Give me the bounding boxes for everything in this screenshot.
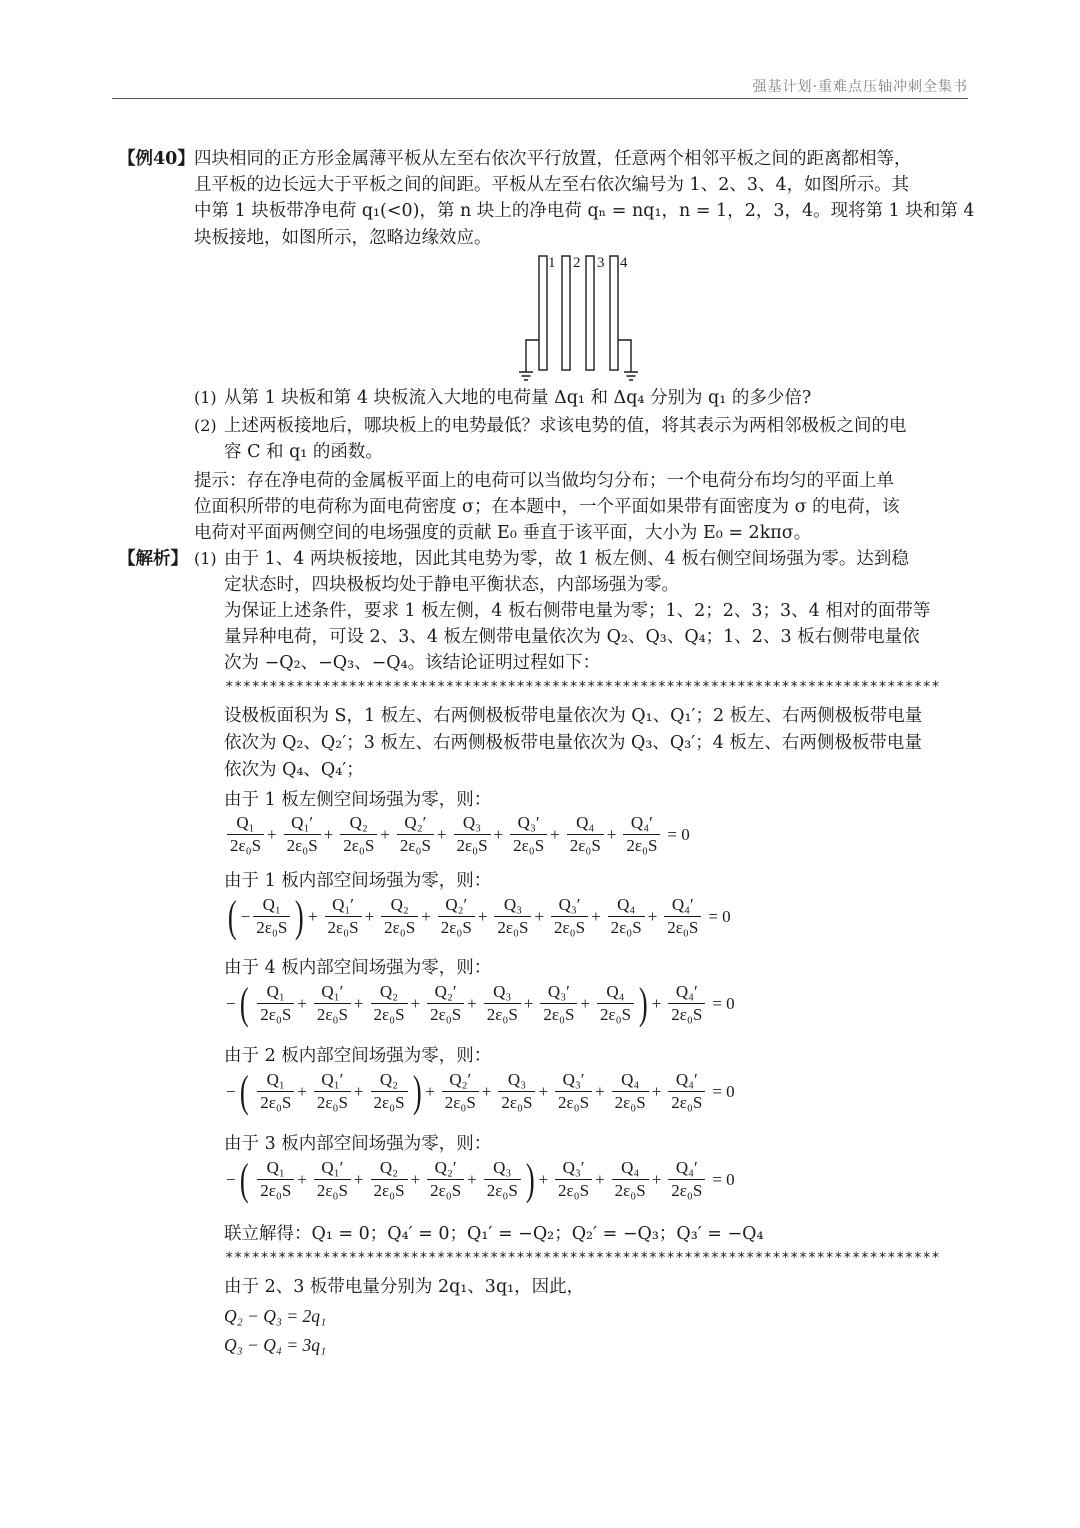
plates-figure: [512, 250, 652, 390]
condition-text: 由于 1 板内部空间场强为零，则：: [224, 871, 492, 891]
fraction: $\frac{\text{Q₂}}{\text{2ε₀S}}$: [340, 812, 377, 857]
question-2-line: 容 C 和 q₁ 的函数。: [224, 442, 383, 462]
solution-line: 设极板面积为 S，1 板左、右两侧极板带电量依次为 Q₁、Q₁′；2 板左、右两侧极板带电量: [224, 706, 923, 726]
fraction: $\frac{\text{Q₄′}}{\text{2ε₀S}}$: [668, 1069, 705, 1114]
fraction: $\frac{\text{Q₄}}{\text{2ε₀S}}$: [567, 812, 604, 857]
condition-text: 由于 3 板内部空间场强为零，则：: [224, 1134, 492, 1154]
equation-1: $\frac{\text{Q₁}}{\text{2ε₀S}}$ + $\frac{\text{Q₁′}}{\text{2ε₀S}}$ + $\frac{\text{Q₂}}{\text{2ε₀S}}$ + $\frac{\text{Q₂′}}{\text{2ε₀S}}$ + $\frac{\text{Q₃}}{\text{2ε₀S}}$ + $\frac{\text{Q₃′}}{\text{2ε₀S}}$ + $\frac{\text{Q₄}}{\text{2ε₀S}}$ + $\frac{\text{Q₄′}}{\text{2ε₀S}}$ = 0: [225, 812, 691, 857]
solution-line: 定状态时，四块极板均处于静电平衡状态，内部场强为零。: [224, 575, 679, 595]
fraction: $\frac{\text{Q₄}}{\text{2ε₀S}}$: [597, 981, 634, 1026]
problem-tag: 【例40】: [118, 149, 195, 169]
fraction: $\frac{\text{Q₄′}}{\text{2ε₀S}}$: [668, 981, 705, 1026]
fraction: $\frac{\text{Q₂′}}{\text{2ε₀S}}$: [397, 812, 434, 857]
star-divider: *********************************************************************************: [225, 1250, 941, 1266]
fraction: $\frac{\text{Q₃′}}{\text{2ε₀S}}$: [540, 981, 577, 1026]
fraction: $\frac{\text{Q₁}}{\text{2ε₀S}}$: [257, 981, 294, 1026]
fraction: $\frac{\text{Q₁}}{\text{2ε₀S}}$: [227, 812, 264, 857]
plate-3: [586, 256, 594, 370]
header-rule: [112, 98, 968, 99]
condition-text: 由于 4 板内部空间场强为零，则：: [224, 958, 492, 978]
fraction: $\frac{\text{Q₃′}}{\text{2ε₀S}}$: [555, 1069, 592, 1114]
plate-label-3: 3: [597, 255, 605, 271]
solution-line: 量异种电荷，可设 2、3、4 板左侧带电量依次为 Q₂、Q₃、Q₄；1、2、3 板右侧带电量依: [224, 627, 920, 647]
equation-a: Q₂ − Q₃ = 2q₁: [224, 1306, 327, 1326]
fraction: $\frac{\text{Q₁′}}{\text{2ε₀S}}$: [314, 981, 351, 1026]
fraction: $\frac{\text{Q₂}}{\text{2ε₀S}}$: [371, 1069, 408, 1114]
fraction: $\frac{\text{Q₁′}}{\text{2ε₀S}}$: [314, 1157, 351, 1202]
solution-line: 依次为 Q₄、Q₄′；: [224, 760, 364, 780]
fraction: $\frac{\text{Q₁}}{\text{2ε₀S}}$: [253, 894, 290, 939]
equation-4: −( $\frac{\text{Q₁}}{\text{2ε₀S}}$ + $\frac{\text{Q₁′}}{\text{2ε₀S}}$ + $\frac{\text{Q₂}}{\text{2ε₀S}}$ ) + $\frac{\text{Q₂′}}{\text{2ε₀S}}$ + $\frac{\text{Q₃}}{\text{2ε₀S}}$ + $\frac{\text{Q₃′}}{\text{2ε₀S}}$ + $\frac{\text{Q₄}}{\text{2ε₀S}}$ + $\frac{\text{Q₄′}}{\text{2ε₀S}}$ = 0: [226, 1066, 735, 1116]
hint-line: 电荷对平面两侧空间的电场强度的贡献 E₀ 垂直于该平面，大小为 E₀ = 2kπσ。: [194, 523, 812, 543]
fraction: $\frac{\text{Q₃}}{\text{2ε₀S}}$: [484, 1157, 521, 1202]
star-divider: *********************************************************************************: [225, 679, 941, 695]
plate-1: [539, 256, 547, 370]
problem-line: 四块相同的正方形金属薄平板从左至右依次平行放置，任意两个相邻平板之间的距离都相等，: [194, 149, 912, 169]
fraction: $\frac{\text{Q₁}}{\text{2ε₀S}}$: [257, 1069, 294, 1114]
fraction: $\frac{\text{Q₃′}}{\text{2ε₀S}}$: [551, 894, 588, 939]
fraction: $\frac{\text{Q₃}}{\text{2ε₀S}}$: [494, 894, 531, 939]
fraction: $\frac{\text{Q₃}}{\text{2ε₀S}}$: [484, 981, 521, 1026]
solution-line: 依次为 Q₂、Q₂′；3 板左、右两侧极板带电量依次为 Q₃、Q₃′；4 板左、右两侧极板带电量: [224, 733, 922, 753]
solution-line: 次为 −Q₂、−Q₃、−Q₄。该结论证明过程如下：: [224, 653, 601, 673]
plate-label-2: 2: [573, 255, 581, 271]
fraction: $\frac{\text{Q₄}}{\text{2ε₀S}}$: [612, 1069, 649, 1114]
hint-line: 提示：存在净电荷的金属板平面上的电荷可以当做均匀分布；一个电荷分布均匀的平面上单: [194, 471, 894, 491]
solution-line: 由于 1、4 两块板接地，因此其电势为零，故 1 板左侧、4 板右侧空间场强为零。达到稳: [224, 549, 909, 569]
fraction: $\frac{\text{Q₃}}{\text{2ε₀S}}$: [454, 812, 491, 857]
fraction: $\frac{\text{Q₂}}{\text{2ε₀S}}$: [371, 1157, 408, 1202]
fraction: $\frac{\text{Q₁′}}{\text{2ε₀S}}$: [284, 812, 321, 857]
solution-line: 为保证上述条件，要求 1 板左侧，4 板右侧带电量为零；1、2；2、3；3、4 相对的面带等: [224, 601, 931, 621]
question-2-marker: (2): [194, 416, 217, 435]
fraction: $\frac{\text{Q₄′}}{\text{2ε₀S}}$: [623, 812, 660, 857]
fraction: $\frac{\text{Q₃′}}{\text{2ε₀S}}$: [510, 812, 547, 857]
question-1: 从第 1 块板和第 4 块板流入大地的电荷量 Δq₁ 和 Δq₄ 分别为 q₁ 的多少倍?: [224, 388, 812, 408]
ground-wire-4: [618, 340, 631, 372]
fraction: $\frac{\text{Q₃}}{\text{2ε₀S}}$: [498, 1069, 535, 1114]
equation-5: −( $\frac{\text{Q₁}}{\text{2ε₀S}}$ + $\frac{\text{Q₁′}}{\text{2ε₀S}}$ + $\frac{\text{Q₂}}{\text{2ε₀S}}$ + $\frac{\text{Q₂′}}{\text{2ε₀S}}$ + $\frac{\text{Q₃}}{\text{2ε₀S}}$ ) + $\frac{\text{Q₃′}}{\text{2ε₀S}}$ + $\frac{\text{Q₄}}{\text{2ε₀S}}$ + $\frac{\text{Q₄′}}{\text{2ε₀S}}$ = 0: [226, 1154, 735, 1204]
ground-symbol-1: [519, 372, 533, 380]
question-2-line: 上述两板接地后，哪块板上的电势最低？求该电势的值，将其表示为两相邻极板之间的电: [224, 416, 907, 436]
solution-line: 由于 2、3 板带电量分别为 2q₁、3q₁，因此，: [224, 1277, 585, 1297]
equation-b: Q₃ − Q₄ = 3q₁: [224, 1335, 327, 1355]
hint-line: 位面积所带的电荷称为面电荷密度 σ；在本题中，一个平面如果带有面密度为 σ 的电荷，该: [194, 497, 900, 517]
ground-symbol-4: [624, 372, 638, 380]
fraction: $\frac{\text{Q₃′}}{\text{2ε₀S}}$: [555, 1157, 592, 1202]
plate-4: [610, 256, 618, 370]
fraction: $\frac{\text{Q₄}}{\text{2ε₀S}}$: [612, 1157, 649, 1202]
fraction: $\frac{\text{Q₂′}}{\text{2ε₀S}}$: [427, 1157, 464, 1202]
question-1-marker: (1): [194, 388, 217, 407]
equation-3: −( $\frac{\text{Q₁}}{\text{2ε₀S}}$ + $\frac{\text{Q₁′}}{\text{2ε₀S}}$ + $\frac{\text{Q₂}}{\text{2ε₀S}}$ + $\frac{\text{Q₂′}}{\text{2ε₀S}}$ + $\frac{\text{Q₃}}{\text{2ε₀S}}$ + $\frac{\text{Q₃′}}{\text{2ε₀S}}$ + $\frac{\text{Q₄}}{\text{2ε₀S}}$ ) + $\frac{\text{Q₄′}}{\text{2ε₀S}}$ = 0: [226, 978, 735, 1028]
fraction: $\frac{\text{Q₄′}}{\text{2ε₀S}}$: [668, 1157, 705, 1202]
solution-part-marker: (1): [194, 549, 217, 568]
condition-text: 由于 1 板左侧空间场强为零，则：: [224, 790, 492, 810]
fraction: $\frac{\text{Q₂}}{\text{2ε₀S}}$: [381, 894, 418, 939]
fraction: $\frac{\text{Q₄}}{\text{2ε₀S}}$: [608, 894, 645, 939]
solution-tag: 【解析】: [118, 549, 188, 569]
condition-text: 由于 2 板内部空间场强为零，则：: [224, 1046, 492, 1066]
fraction: $\frac{\text{Q₁}}{\text{2ε₀S}}$: [257, 1157, 294, 1202]
fraction: $\frac{\text{Q₁′}}{\text{2ε₀S}}$: [314, 1069, 351, 1114]
header-title: 强基计划·重难点压轴冲刺全集书: [752, 79, 968, 95]
fraction: $\frac{\text{Q₂′}}{\text{2ε₀S}}$: [438, 894, 475, 939]
problem-line: 且平板的边长远大于平板之间的间距。平板从左至右依次编号为 1、2、3、4，如图所示。其: [194, 175, 910, 195]
joint-solution: 联立解得：Q₁ = 0；Q₄′ = 0；Q₁′ = −Q₂；Q₂′ = −Q₃；Q₃′ = −Q₄: [224, 1224, 764, 1244]
fraction: $\frac{\text{Q₂}}{\text{2ε₀S}}$: [371, 981, 408, 1026]
ground-wire-1: [526, 340, 539, 372]
plate-2: [562, 256, 570, 370]
fraction: $\frac{\text{Q₂′}}{\text{2ε₀S}}$: [427, 981, 464, 1026]
fraction: $\frac{\text{Q₁′}}{\text{2ε₀S}}$: [325, 894, 362, 939]
fraction: $\frac{\text{Q₂′}}{\text{2ε₀S}}$: [442, 1069, 479, 1114]
plate-label-4: 4: [620, 255, 628, 271]
plate-label-1: 1: [548, 255, 556, 271]
problem-line: 中第 1 块板带净电荷 q₁(<0)，第 n 块上的净电荷 qₙ = nq₁，n = 1，2，3，4。现将第 1 块和第 4: [194, 201, 975, 221]
fraction: $\frac{\text{Q₄′}}{\text{2ε₀S}}$: [664, 894, 701, 939]
problem-line: 块板接地，如图所示，忽略边缘效应。: [194, 228, 492, 248]
equation-2: ( − $\frac{\text{Q₁}}{\text{2ε₀S}}$ ) + $\frac{\text{Q₁′}}{\text{2ε₀S}}$ + $\frac{\text{Q₂}}{\text{2ε₀S}}$ + $\frac{\text{Q₂′}}{\text{2ε₀S}}$ + $\frac{\text{Q₃}}{\text{2ε₀S}}$ + $\frac{\text{Q₃′}}{\text{2ε₀S}}$ + $\frac{\text{Q₄}}{\text{2ε₀S}}$ + $\frac{\text{Q₄′}}{\text{2ε₀S}}$ = 0: [227, 891, 731, 941]
